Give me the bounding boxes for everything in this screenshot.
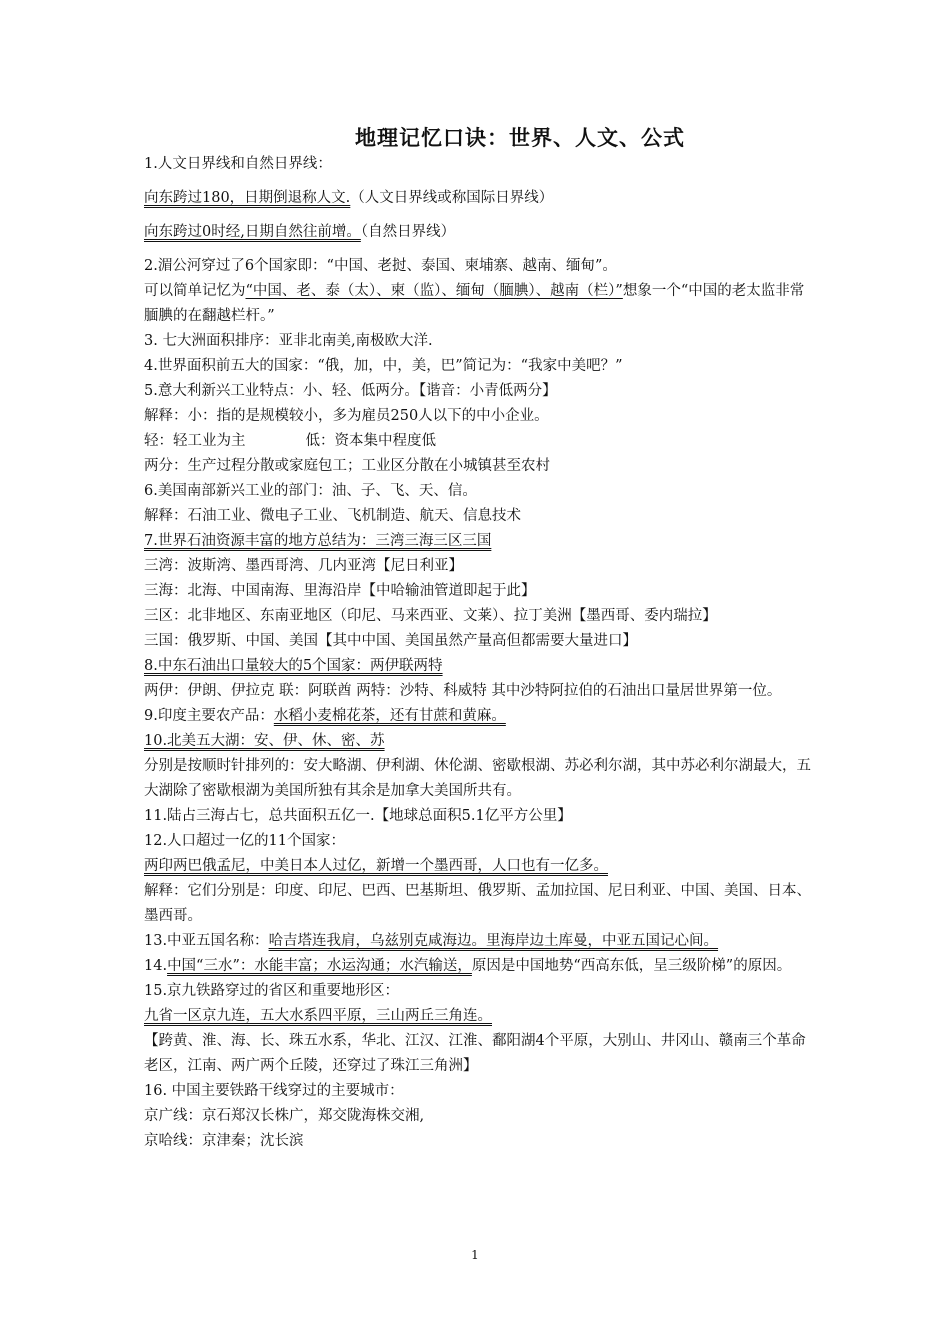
plain-text: 低：资本集中程度低 — [305, 433, 436, 449]
section-12-explain: 解释：它们分别是：印度、印尼、巴西、巴基斯坦、俄罗斯、孟加拉国、尼日利亚、中国、美国、日本、墨西哥。 — [144, 883, 811, 924]
section-11: 11.陆占三海占七，总共面积五亿一.【地球总面积5.1亿平方公里】 — [144, 808, 572, 824]
plain-text: 可以简单记忆为 — [144, 283, 246, 299]
underlined-text: 哈吉塔连我肩，乌兹别克咸海边。里海岸边土库曼，中亚五国记心间。 — [268, 933, 719, 949]
section-1-heading: 1.人文日界线和自然日界线： — [144, 156, 332, 172]
section-7: 7.世界石油资源丰富的地方总结为：三湾三海三区三国 — [144, 533, 492, 549]
plain-text: 14. — [144, 958, 168, 974]
section-15: 15.京九铁路穿过的省区和重要地形区： — [144, 983, 400, 999]
section-8-explain: 两伊：伊朗、伊拉克 联：阿联酋 两特：沙特、科威特 其中沙特阿拉伯的石油出口量居世界第一位。 — [144, 683, 782, 699]
section-5: 5.意大利新兴工业特点：小、轻、低两分。【谐音：小青低两分】 — [144, 383, 557, 399]
underlined-text: “中国、老、泰（太）、柬（监）、缅甸（腼腆）、越南（栏）” — [245, 283, 623, 299]
plain-text: 原因是中国地势“西高东低，呈三级阶梯”的原因。 — [471, 958, 792, 974]
section-2-line-a: 2.湄公河穿过了6个国家即：“中国、老挝、泰国、柬埔寨、越南、缅甸”。 — [144, 258, 617, 274]
section-15-explain: 【跨黄、淮、海、长、珠五水系，华北、江汉、江淮、鄱阳湖4个平原，大别山、井冈山、赣南三个革命老区，江南、两广两个丘陵，还穿过了珠江三角洲】 — [144, 1033, 806, 1074]
underlined-text: 向东跨过0时经,日期自然往前增。 — [144, 224, 361, 240]
section-7-line-c: 三区：北非地区、东南亚地区（印尼、马来西亚、文莱）、拉丁美洲【墨西哥、委内瑞拉】 — [144, 608, 717, 624]
underlined-text: 中国“三水”：水能丰富；水运沟通；水汽输送， — [167, 958, 472, 974]
plain-text: （自然日界线） — [360, 224, 456, 240]
section-15-mnemonic: 九省一区京九连，五大水系四平原，三山两丘三角连。 — [144, 1008, 492, 1024]
section-3: 3. 七大洲面积排序：亚非北南美,南极欧大洋. — [144, 333, 433, 349]
page-title: 地理记忆口诀：世界、人文、公式 — [355, 126, 685, 150]
underlined-text: 水稻小麦棉花茶，还有甘蔗和黄麻。 — [273, 708, 506, 724]
section-7-line-b: 三海：北海、中国南海、里海沿岸【中哈输油管道即起于此】 — [144, 583, 536, 599]
section-4: 4.世界面积前五大的国家：“俄，加，中，美，巴”简记为：“我家中美吧？” — [144, 358, 623, 374]
section-6-explain: 解释：石油工业、微电子工业、飞机制造、航天、信息技术 — [144, 508, 521, 524]
section-14 — [144, 954, 814, 979]
section-10: 10.北美五大湖：安、伊、休、密、苏 — [144, 733, 385, 749]
section-5-explain-3: 两分：生产过程分散或家庭包工；工业区分散在小城镇甚至农村 — [144, 458, 550, 474]
section-7-line-d: 三国：俄罗斯、中国、美国【其中中国、美国虽然产量高但都需要大量进口】 — [144, 633, 637, 649]
section-16: 16. 中国主要铁路干线穿过的主要城市： — [144, 1083, 404, 1099]
section-13 — [144, 929, 814, 954]
section-8: 8.中东石油出口量较大的5个国家：两伊联两特 — [144, 658, 443, 674]
section-16-line-b: 京哈线：京津秦；沈长滨 — [144, 1133, 304, 1149]
plain-text: 轻：轻工业为主 — [144, 433, 246, 449]
plain-text: （人文日界线或称国际日界线） — [350, 190, 554, 206]
section-2-line-b — [144, 279, 814, 329]
section-12-mnemonic: 两印两巴俄孟尼，中美日本人过亿，新增一个墨西哥，人口也有一亿多。 — [144, 858, 608, 874]
section-5-explain-1: 解释：小：指的是规模较小，多为雇员250人以下的中小企业。 — [144, 408, 549, 424]
section-16-line-a: 京广线：京石郑汉长株广，郑交陇海株交湘, — [144, 1108, 425, 1124]
section-5-explain-2 — [144, 429, 814, 454]
section-10-explain: 分别是按顺时针排列的：安大略湖、伊利湖、休伦湖、密歇根湖、苏必利尔湖，其中苏必利尔湖最大，五大湖除了密歇根湖为美国所独有其余是加拿大美国所共有。 — [144, 758, 811, 799]
document-body — [144, 152, 814, 1154]
section-6: 6.美国南部新兴工业的部门：油、子、飞、天、信。 — [144, 483, 477, 499]
page-number: 1 — [471, 1248, 479, 1262]
section-1-line-a — [144, 186, 814, 211]
underlined-text: 向东跨过180，日期倒退称人文. — [144, 190, 351, 206]
section-7-line-a: 三湾：波斯湾、墨西哥湾、几内亚湾【尼日利亚】 — [144, 558, 463, 574]
plain-text: 想象一个“中国的老太监非常腼腆的在翻越栏杆。” — [144, 283, 805, 324]
plain-text: 13.中亚五国名称： — [144, 933, 269, 949]
plain-text: 9.印度主要农产品： — [144, 708, 274, 724]
section-12: 12.人口超过一亿的11个国家： — [144, 833, 346, 849]
section-1-line-b — [144, 220, 814, 245]
section-9 — [144, 704, 814, 729]
